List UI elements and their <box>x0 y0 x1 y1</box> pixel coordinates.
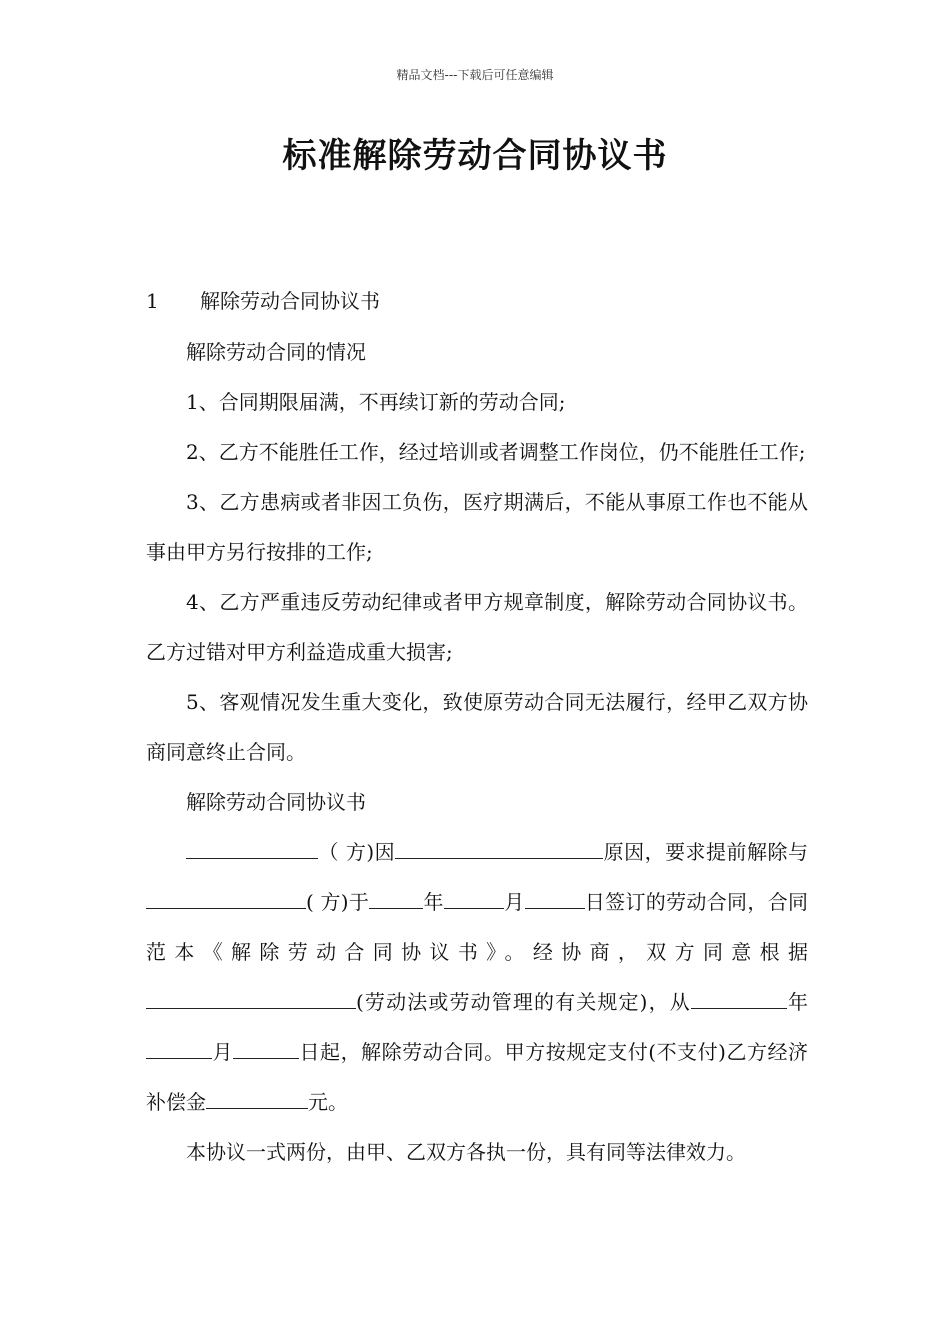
paragraph-item-2: 2、乙方不能胜任工作，经过培训或者调整工作岗位，仍不能胜任工作; <box>186 440 806 464</box>
blank-party-name[interactable] <box>186 836 318 859</box>
blank-sign-day[interactable] <box>525 886 585 909</box>
agreement-text-1: （ 方)因 <box>318 840 396 864</box>
agreement-text-7: (劳动法或劳动管理的有关规定)，从 <box>356 990 691 1014</box>
paragraph-agreement-body <box>146 827 808 1127</box>
agreement-text-5: 月 <box>503 890 525 914</box>
section-number: 1 <box>146 289 159 313</box>
document-body <box>146 327 808 1177</box>
agreement-text-10: 日起，解除劳动合同。甲方按规定支付(不支付)乙方经济补偿金 <box>146 1040 808 1114</box>
blank-end-day[interactable] <box>233 1036 299 1059</box>
blank-reason[interactable] <box>395 836 603 859</box>
blank-legal-basis[interactable] <box>146 986 356 1009</box>
agreement-text-8: 年 <box>786 990 809 1014</box>
paragraph-termination-cases: 解除劳动合同的情况 <box>186 340 366 364</box>
paragraph-closing: 本协议一式两份，由甲、乙双方各执一份，具有同等法律效力。 <box>186 1140 746 1164</box>
blank-sign-month[interactable] <box>444 886 504 909</box>
agreement-text-11: 元。 <box>308 1090 348 1114</box>
section-heading <box>146 286 380 316</box>
blank-other-party[interactable] <box>146 886 306 909</box>
agreement-text-6: 日签订的劳动合同，合同范本《解除劳动合同协议书》。经协商，双方同意根据 <box>146 890 809 964</box>
agreement-text-9: 月 <box>212 1040 234 1064</box>
section-heading-text: 解除劳动合同协议书 <box>200 289 380 313</box>
paragraph-item-3: 3、乙方患病或者非因工负伤，医疗期满后，不能从事原工作也不能从事由甲方另行按排的工作; <box>146 490 808 564</box>
blank-end-month[interactable] <box>146 1036 212 1059</box>
blank-sign-year[interactable] <box>369 886 423 909</box>
agreement-text-2: 原因，要求提前解除与 <box>603 840 809 864</box>
header-note: 精品文档---下载后可任意编辑 <box>396 68 554 82</box>
blank-compensation-amount[interactable] <box>206 1086 308 1109</box>
paragraph-item-4: 4、乙方严重违反劳动纪律或者甲方规章制度，解除劳动合同协议书。乙方过错对甲方利益造成重大损害; <box>146 590 808 664</box>
agreement-text-3: ( 方)于 <box>306 890 370 914</box>
paragraph-item-1: 1、合同期限届满，不再续订新的劳动合同; <box>186 390 566 414</box>
paragraph-item-5: 5、客观情况发生重大变化，致使原劳动合同无法履行，经甲乙双方协商同意终止合同。 <box>146 690 808 764</box>
blank-end-year[interactable] <box>691 986 787 1009</box>
paragraph-agreement-heading: 解除劳动合同协议书 <box>186 790 366 814</box>
agreement-text-4: 年 <box>423 890 444 914</box>
document-title: 标准解除劳动合同协议书 <box>282 136 668 176</box>
